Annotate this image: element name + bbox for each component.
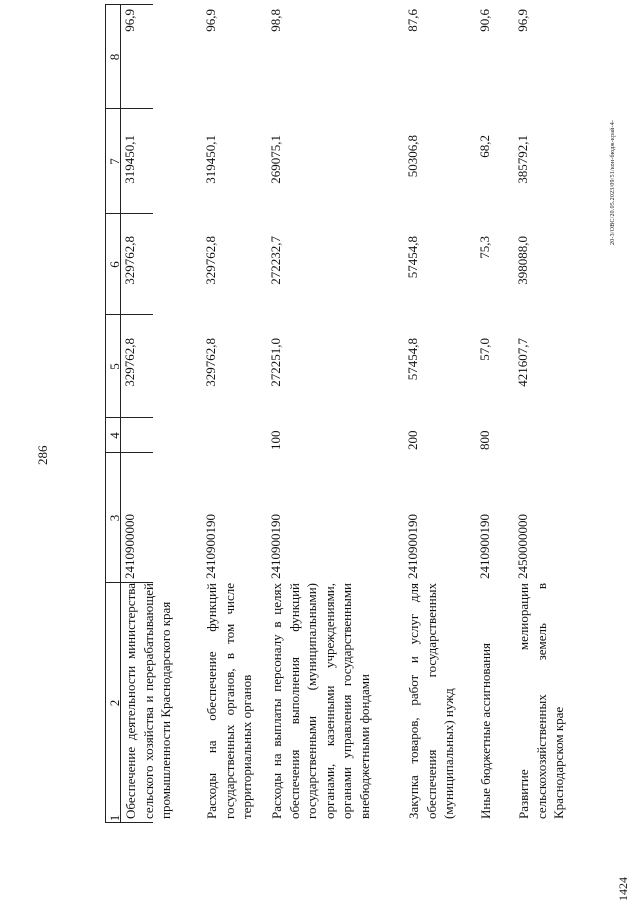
row-value-6: 398088,0 (515, 236, 530, 285)
row-value-7: 269075,1 (268, 135, 283, 184)
row-value-6: 272232,7 (268, 236, 283, 285)
row-value-5: 57454,8 (405, 338, 420, 381)
row-value-5: 421607,7 (515, 338, 530, 387)
row-code: 2410900190 (477, 514, 492, 579)
column-header-8: 8 (107, 53, 122, 61)
row-value-8: 96,9 (515, 9, 530, 32)
column-header-7: 7 (107, 158, 122, 165)
row-value-5: 57,0 (477, 338, 492, 361)
row-name: Обеспечение деятельности министерства сельского хозяйства и перерабатывающей промышленности Краснодарского края (123, 583, 173, 819)
row-code: 2410900190 (203, 514, 218, 579)
column-header-5: 5 (107, 363, 122, 370)
row-expense-type: 800 (477, 430, 492, 450)
row-name: Развитие мелиорации сельскохозяйственных земель в Краснодарском крае (516, 583, 566, 819)
page-number: 286 (35, 445, 50, 465)
row-expense-type: 200 (405, 430, 420, 450)
row-value-6: 329762,8 (203, 236, 218, 285)
row-value-5: 329762,8 (122, 338, 137, 387)
row-code: 2410900190 (405, 514, 420, 579)
row-value-7: 50306,8 (405, 135, 420, 178)
row-code: 2410900000 (122, 514, 137, 579)
row-value-6: 329762,8 (122, 236, 137, 285)
row-value-5: 329762,8 (203, 338, 218, 387)
row-value-8: 98,8 (268, 9, 283, 32)
row-name: Иные бюджетные ассигнования (478, 642, 493, 819)
row-value-8: 87,6 (405, 9, 420, 32)
column-header-4: 4 (107, 432, 122, 439)
row-value-7: 68,2 (477, 135, 492, 158)
column-header-2: 2 (107, 699, 122, 707)
row-value-8: 90,6 (477, 9, 492, 32)
document-number: 1424 (616, 877, 630, 901)
row-value-6: 75,3 (477, 236, 492, 259)
row-value-6: 57454,8 (405, 236, 420, 279)
row-name: Расходы на выплаты персоналу в целях обеспечения выполнения функций государственными (муниципальными) органами, казенными учреждениями, органами управления государственными внебюджетными фондами (269, 583, 372, 819)
row-name: Закупка товаров, работ и услуг для обеспечения государственных (муниципальных) нужд (406, 583, 456, 819)
column-header-6: 6 (107, 261, 122, 268)
row-value-7: 319450,1 (122, 135, 137, 184)
row-code: 2450000000 (515, 514, 530, 579)
side-stamp: 20-3/ОВС/20.05.2023/09/51/кон-бюдж-край-4- (610, 119, 616, 245)
row-value-8: 96,9 (122, 9, 137, 32)
row-name: Расходы на обеспечение функций государственных органов, в том числе территориальных органов (204, 583, 254, 819)
row-value-8: 96,9 (203, 9, 218, 32)
row-value-7: 385792,1 (515, 135, 530, 184)
row-value-5: 272251,0 (268, 338, 283, 387)
column-header-1: 1 (107, 814, 122, 822)
row-value-7: 319450,1 (203, 135, 218, 184)
row-expense-type: 100 (268, 430, 283, 450)
column-header-3: 3 (107, 514, 122, 522)
row-code: 2410900190 (268, 514, 283, 579)
